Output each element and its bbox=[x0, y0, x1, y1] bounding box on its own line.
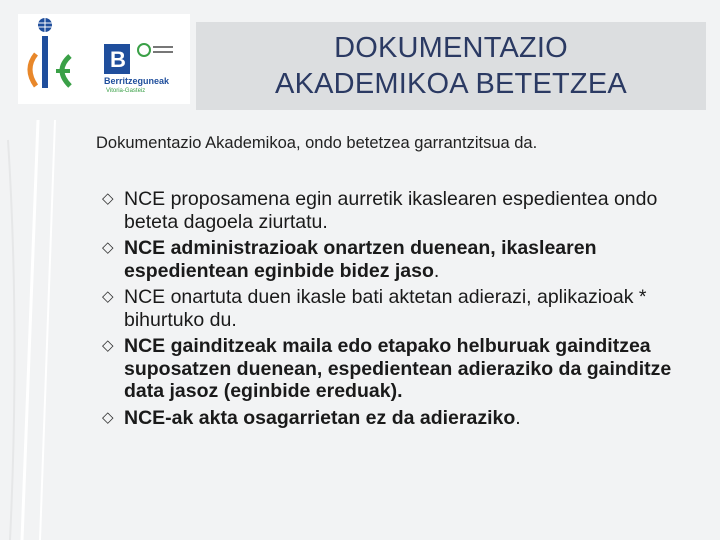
bullet-item bbox=[102, 335, 682, 403]
bullet-text: NCE gainditzeak maila edo etapako helburuak gainditzea suposatzen duenean, espedientean adieraziko da gainditze data jasoz (eginbide ereduak). bbox=[124, 335, 672, 402]
bullet-item: ◇ NCE administrazioak onartzen duenean, ikaslearen espedientean eginbide bidez jaso. bbox=[102, 237, 597, 282]
berritzeguneak-logo-icon bbox=[104, 44, 130, 74]
bullet-text: NCE onartuta duen ikasle bati aktetan adierazi, aplikazioak * bihurtuko du. bbox=[124, 286, 647, 331]
berritzeguneak-name: Berritzeguneak bbox=[104, 76, 170, 86]
logo-area bbox=[18, 14, 190, 104]
diamond-bullet-icon: ◇ bbox=[102, 190, 114, 207]
berritzeguneak-location: Vitoria-Gasteiz bbox=[106, 88, 146, 94]
diamond-bullet-icon: ◇ bbox=[102, 239, 114, 256]
diamond-bullet-icon: ◇ bbox=[102, 337, 114, 354]
bullet-text: NCE-ak akta osagarrietan ez da adieraziko bbox=[124, 406, 516, 429]
diamond-bullet-icon: ◇ bbox=[102, 408, 114, 426]
bullet-text: NCE proposamena egin aurretik ikaslearen espedientea ondo beteta dagoela ziurtatu. bbox=[124, 188, 658, 233]
page-title-line-2: AKADEMIKOA BETETZEA bbox=[275, 68, 627, 100]
title-box bbox=[196, 22, 706, 110]
bullet-text: NCE administrazioak onartzen duenean, ikaslearen espedientean eginbide bidez jaso bbox=[124, 237, 597, 282]
page-title-line-1: DOKUMENTAZIO bbox=[334, 32, 568, 64]
diamond-bullet-icon: ◇ bbox=[102, 288, 114, 305]
logo-letter: B bbox=[110, 47, 126, 72]
bullet-item bbox=[102, 188, 682, 233]
gov-logo-icon bbox=[136, 42, 176, 62]
intro-text: Dokumentazio Akademikoa, ondo betetzea garrantzitsua da. bbox=[96, 134, 538, 152]
globe-icon bbox=[38, 18, 52, 32]
bullet-item bbox=[102, 286, 682, 331]
bullet-list bbox=[102, 188, 682, 433]
bullet-item: ◇ NCE-ak akta osagarrietan ez da adieraziko. bbox=[102, 406, 521, 429]
